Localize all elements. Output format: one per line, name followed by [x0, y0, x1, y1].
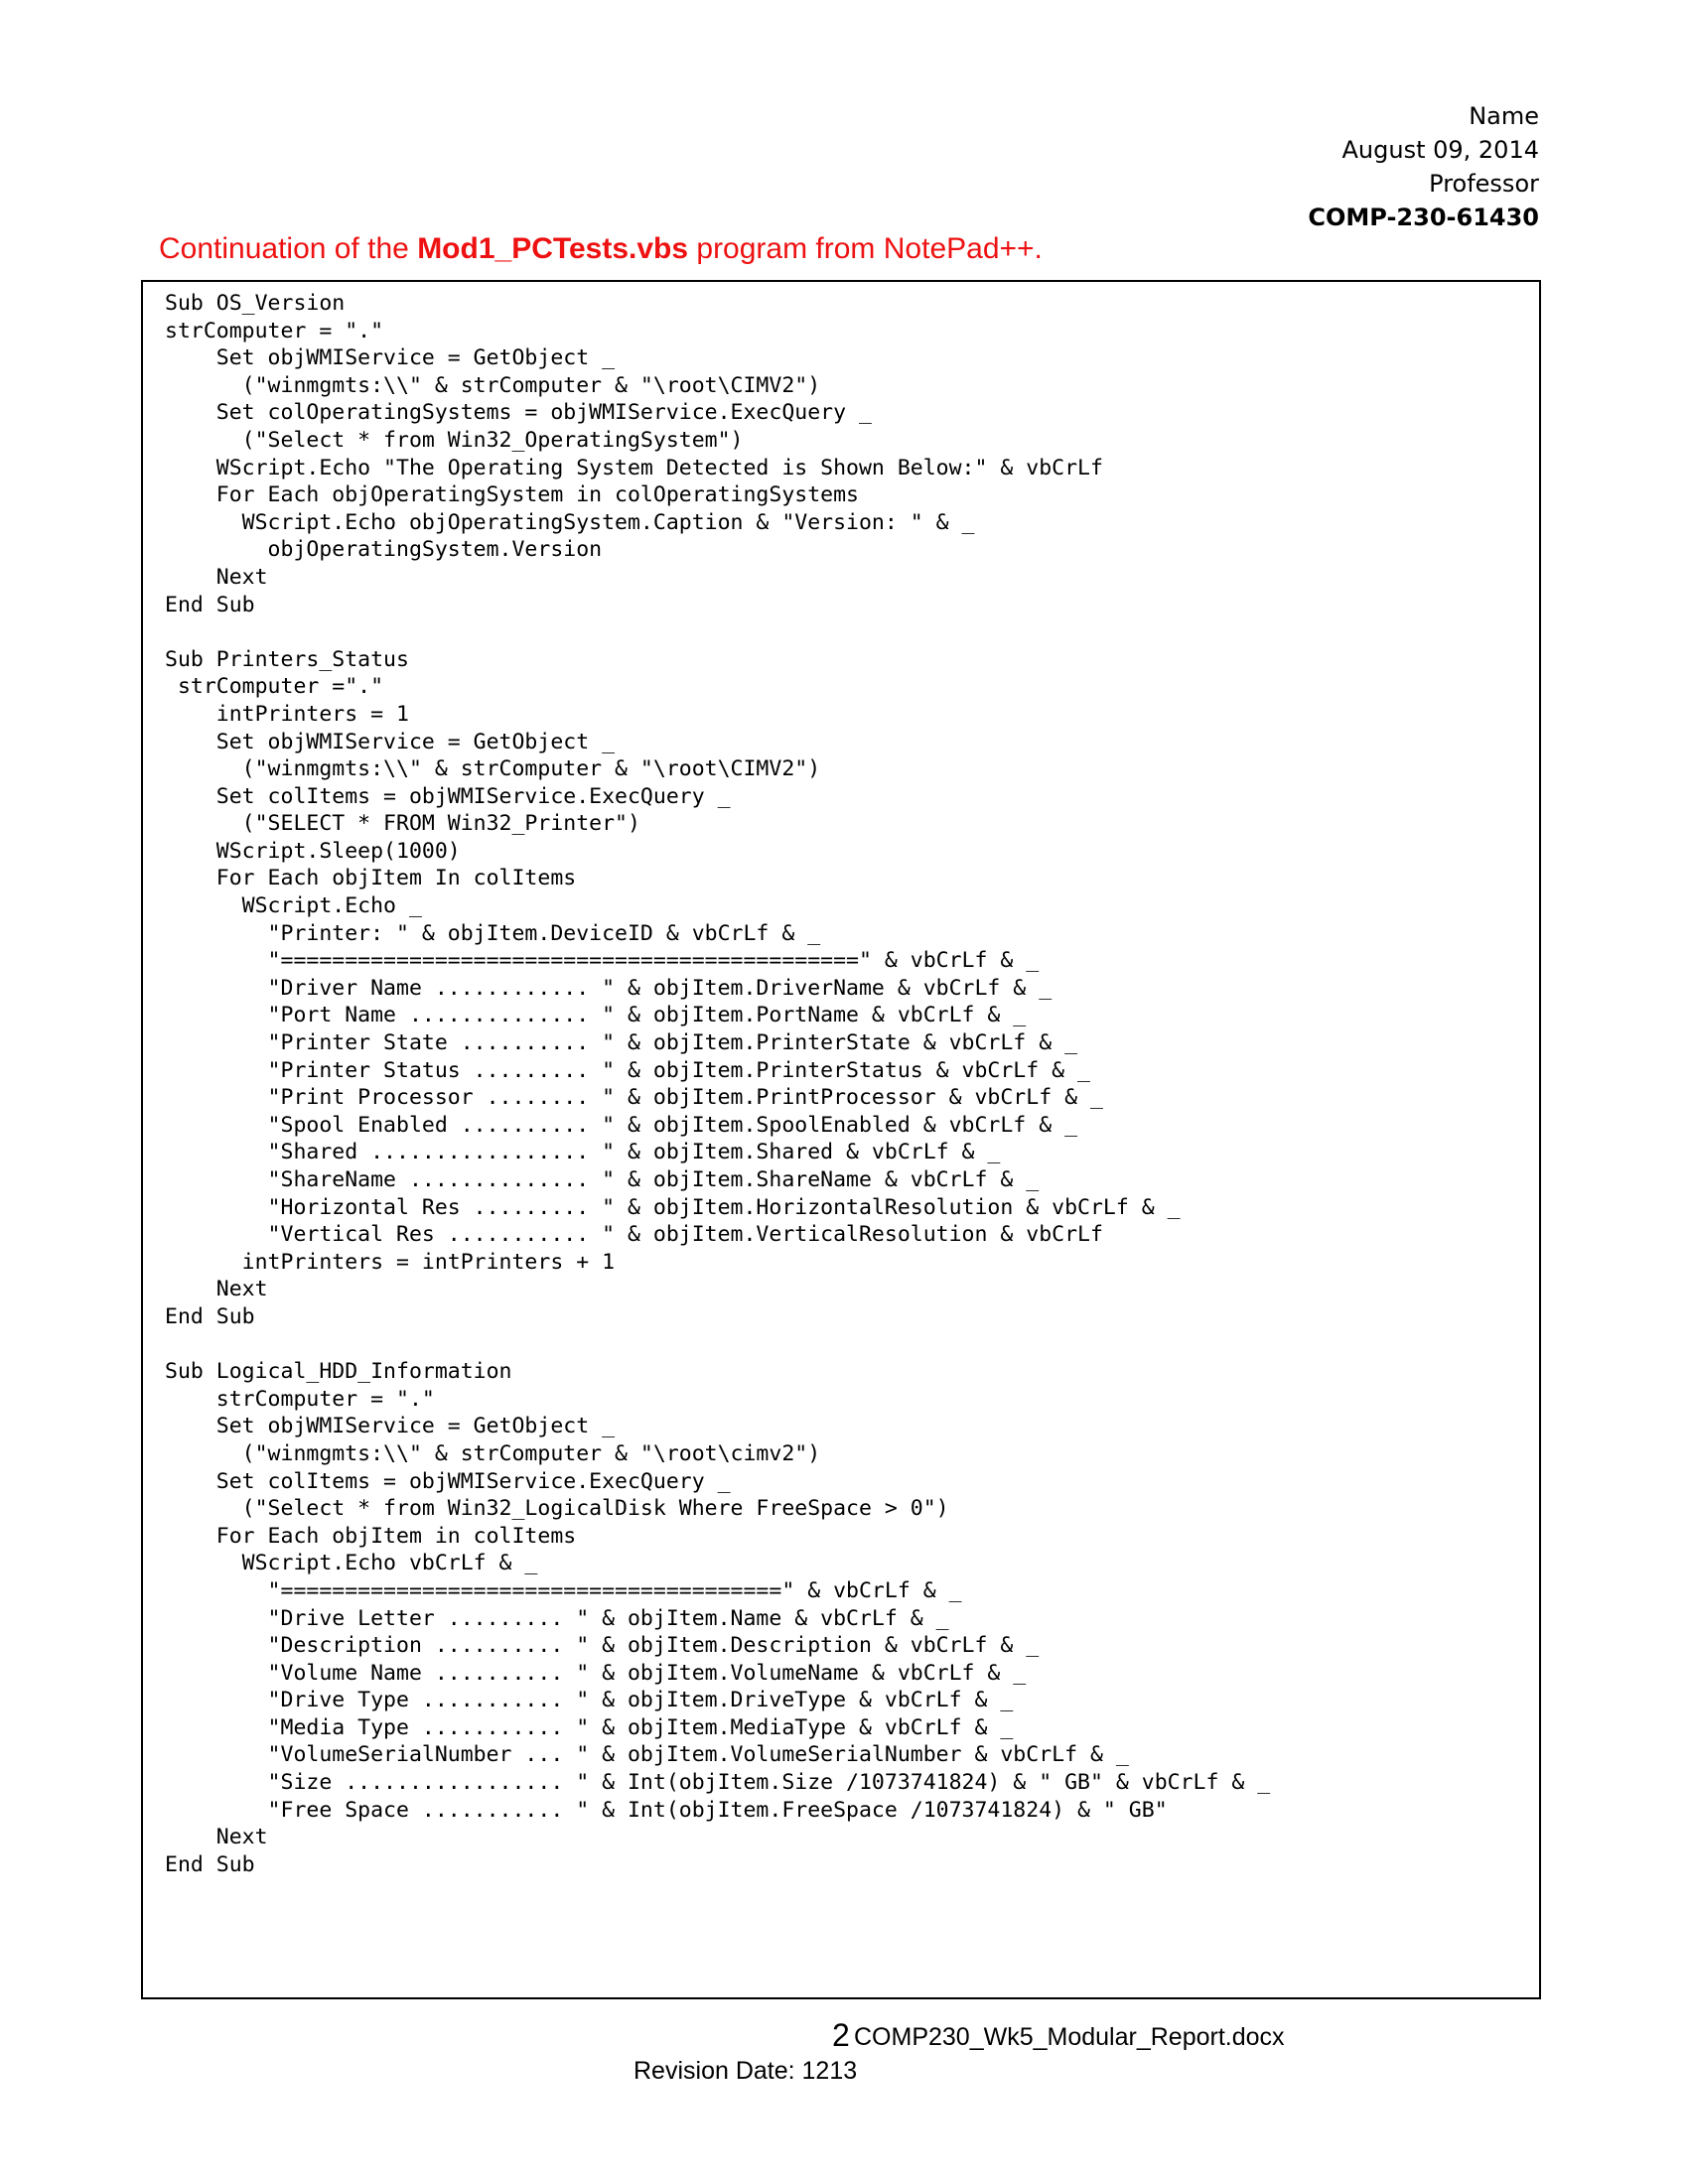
student-name: Name — [1469, 102, 1539, 130]
course-code: COMP-230-61430 — [1308, 204, 1539, 231]
code-listing: Sub OS_Version strComputer = "." Set objWMIService = GetObject _ ("winmgmts:\\" & strComputer & "\root\CIMV2") Set colOperatingSystems = objWMIService.ExecQuery _ ("Select * from Win32_OperatingSystem") WScript.Echo "The Operating System Detected is Shown Below:" & vbCrLf For Each objOperatingSystem in colOperatingSystems WScript.Echo objOperatingSystem.Caption & "Version: " & _ objOperatingSystem.Version Next End Sub Sub Printers_Status strComputer ="." intPrinters = 1 Set objWMIService = GetObject _ ("winmgmts:\\" & strComputer & "\root\CIMV2") Set colItems = objWMIService.ExecQuery _ ("SELECT * FROM Win32_Printer") WScript.Sleep(1000) For Each objItem In colItems WScript.Echo _ "Printer: " & objItem.DeviceID & vbCrLf & _ "=============================================" & vbCrLf & _ "Driver Name ............ " & objItem.DriverName & vbCrLf & _ "Port Name .............. " & objItem.PortName & vbCrLf & _ "Printer State .......... " & objItem.PrinterState & vbCrLf & _ "Printer Status ......... " & objItem.PrinterStatus & vbCrLf & _ "Print Processor ........ " & objItem.PrintProcessor & vbCrLf & _ "Spool Enabled .......... " & objItem.SpoolEnabled & vbCrLf & _ "Shared ................. " & objItem.Shared & vbCrLf & _ "ShareName .............. " & objItem.ShareName & vbCrLf & _ "Horizontal Res ......... " & objItem.HorizontalResolution & vbCrLf & _ "Vertical Res ........... " & objItem.VerticalResolution & vbCrLf intPrinters = intPrinters + 1 Next End Sub Sub Logical_HDD_Information strComputer = "." Set objWMIService = GetObject _ ("winmgmts:\\" & strComputer & "\root\cimv2") Set colItems = objWMIService.ExecQuery _ ("Select * from Win32_LogicalDisk Where FreeSpace > 0") For Each objItem in colItems WScript.Echo vbCrLf & _ "=======================================" & vbCrLf & _ "Drive Letter ......... " & objItem.Name & vbCrLf & _ "Description .......... " & objItem.Description & vbCrLf & _ "Volume Name .......... " & objItem.VolumeName & vbCrLf & _ "Drive Type ........... " & objItem.DriveType & vbCrLf & _ "Media Type ........... " & objItem.MediaType & vbCrLf & _ "VolumeSerialNumber ... " & objItem.VolumeSerialNumber & vbCrLf & _ "Size ................. " & Int(objItem.Size /1073741824) & " GB" & vbCrLf & _ "Free Space ........... " & Int(objItem.FreeSpace /1073741824) & " GB" Next End Sub — [165, 291, 1271, 1877]
intro-suffix: program from NotePad++. — [688, 232, 1043, 265]
code-listing-box — [141, 280, 1541, 1999]
document-header — [1308, 99, 1539, 234]
intro-filename: Mod1_PCTests.vbs — [417, 232, 689, 265]
intro-line — [159, 232, 1043, 266]
page-number: 2 — [832, 2017, 850, 2053]
document-date: August 09, 2014 — [1341, 136, 1539, 164]
intro-prefix: Continuation of the — [159, 232, 418, 265]
footer-filename: COMP230_Wk5_Modular_Report.docx — [854, 2023, 1285, 2051]
revision-date: Revision Date: 1213 — [633, 2057, 858, 2085]
professor-name: Professor — [1429, 170, 1539, 198]
